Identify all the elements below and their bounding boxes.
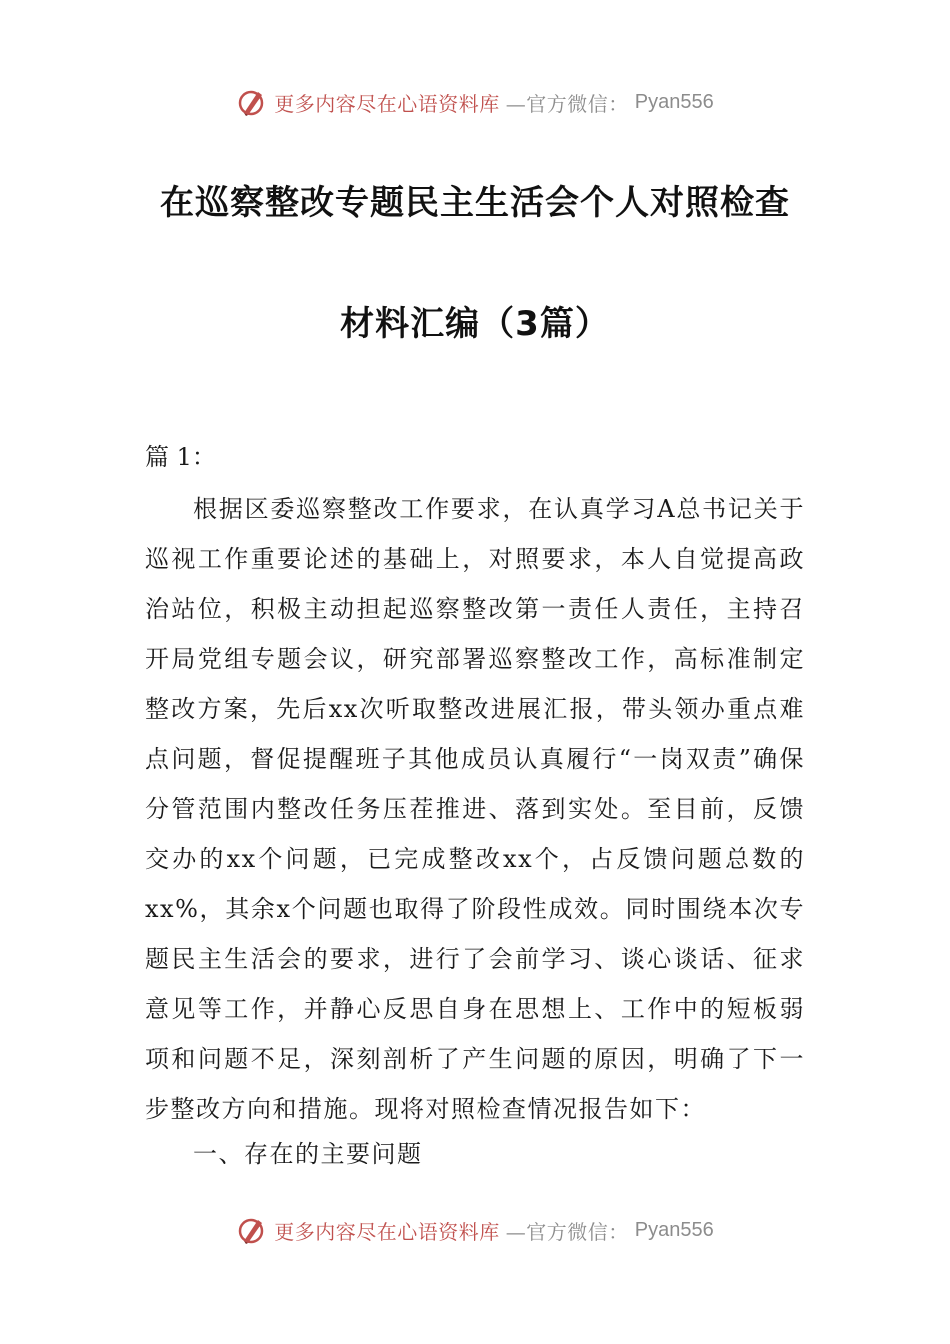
section-label: 篇 1：: [145, 443, 216, 471]
body-paragraph: 根据区委巡察整改工作要求，在认真学习A总书记关于巡视工作重要论述的基础上，对照要求，本人自觉提高政治站位，积极主动担起巡察整改第一责任人责任，主持召开局党组专题会议，研究部署巡察整改工作，高标准制定整改方案，先后xx次听取整改进展汇报，带头领办重点难点问题，督促提醒班子其他成员认真履行“一岗双责”确保分管范围内整改任务压茬推进、落到实处。至目前，反馈交办的xx个问题，已完成整改xx个，占反馈问题总数的xx%，其余x个问题也取得了阶段性成效。同时围绕本次专题民主生活会的要求，进行了会前学习、谈心谈话、征求意见等工作，并静心反思自身在思想上、工作中的短板弱项和问题不足，深刻剖析了产生问题的原因，明确了下一步整改方向和措施。现将对照检查情况报告如下：: [145, 495, 805, 1123]
pen-circle-logo-icon: [236, 86, 268, 118]
banner-gray-text: —官方微信：: [505, 91, 629, 116]
section-heading: 一、存在的主要问题: [193, 1140, 423, 1168]
banner-wechat-id: Pyan556: [634, 90, 714, 113]
document-title-line2: 材料汇编（3篇）: [340, 304, 610, 344]
header-banner: [0, 82, 950, 122]
banner-red-text: 更多内容尽在心语资料库: [274, 91, 500, 116]
banner-red-text: 更多内容尽在心语资料库: [274, 1219, 500, 1244]
banner-gray-text: —官方微信：: [505, 1219, 629, 1244]
banner-wechat-id: Pyan556: [634, 1218, 714, 1241]
document-title-line1: 在巡察整改专题民主生活会个人对照检查: [160, 183, 790, 223]
footer-banner: [0, 1210, 950, 1250]
pen-circle-logo-icon: [236, 1214, 268, 1246]
